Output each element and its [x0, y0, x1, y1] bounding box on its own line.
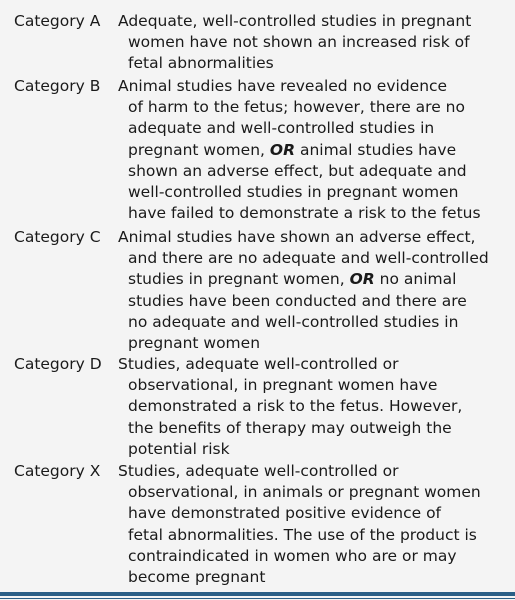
or-emphasis: OR [349, 270, 375, 289]
description-line: Studies, adequate well-controlled or [118, 355, 399, 373]
category-label: Category C [14, 228, 101, 246]
category-row-c [0, 227, 515, 354]
description-line: pregnant women, OR animal studies have [128, 140, 457, 159]
description-line: the benefits of therapy may outweigh the [128, 418, 452, 437]
category-description [118, 227, 498, 354]
description-line: no adequate and well-controlled studies in [128, 312, 459, 331]
category-row-b [0, 76, 515, 224]
description-line: demonstrated a risk to the fetus. However, [128, 397, 463, 416]
description-line: have failed to demonstrate a risk to the fetus [128, 204, 481, 223]
description-line: potential risk [128, 439, 230, 458]
description-line: shown an adverse effect, but adequate and [128, 161, 467, 180]
description-line: Animal studies have shown an adverse effect, [118, 228, 476, 246]
category-row-d [0, 354, 515, 460]
category-description [118, 461, 498, 588]
category-description [118, 76, 498, 224]
description-line: Adequate, well-controlled studies in pregnant [118, 12, 472, 30]
description-line: fetal abnormalities [128, 54, 274, 73]
description-line: of harm to the fetus; however, there are no [128, 98, 465, 117]
table-bottom-rule-thin [0, 598, 515, 599]
category-label: Category D [14, 355, 102, 373]
description-line: fetal abnormalities. The use of the product is [128, 525, 477, 544]
description-line: observational, in animals or pregnant women [128, 483, 481, 502]
category-description [118, 11, 498, 75]
category-row-x [0, 461, 515, 588]
table-bottom-rule [0, 592, 515, 596]
description-line: adequate and well-controlled studies in [128, 119, 435, 138]
description-line: Animal studies have revealed no evidence [118, 77, 448, 95]
description-line: studies in pregnant women, OR no animal [128, 270, 457, 289]
description-line: observational, in pregnant women have [128, 376, 438, 395]
description-line: studies have been conducted and there are [128, 291, 467, 310]
description-line: well-controlled studies in pregnant women [128, 182, 459, 201]
description-line: pregnant women [128, 333, 261, 352]
description-line: become pregnant [128, 567, 266, 586]
category-description [118, 354, 498, 460]
or-emphasis: OR [269, 140, 296, 159]
description-line: women have not shown an increased risk of [128, 33, 470, 52]
category-row-a [0, 11, 515, 75]
description-line: have demonstrated positive evidence of [128, 504, 442, 523]
description-line: and there are no adequate and well-controlled [128, 249, 489, 268]
category-label: Category B [14, 77, 101, 95]
description-line: Studies, adequate well-controlled or [118, 462, 399, 480]
category-label: Category A [14, 12, 101, 30]
category-label: Category X [14, 462, 101, 480]
description-line: contraindicated in women who are or may [128, 546, 457, 565]
